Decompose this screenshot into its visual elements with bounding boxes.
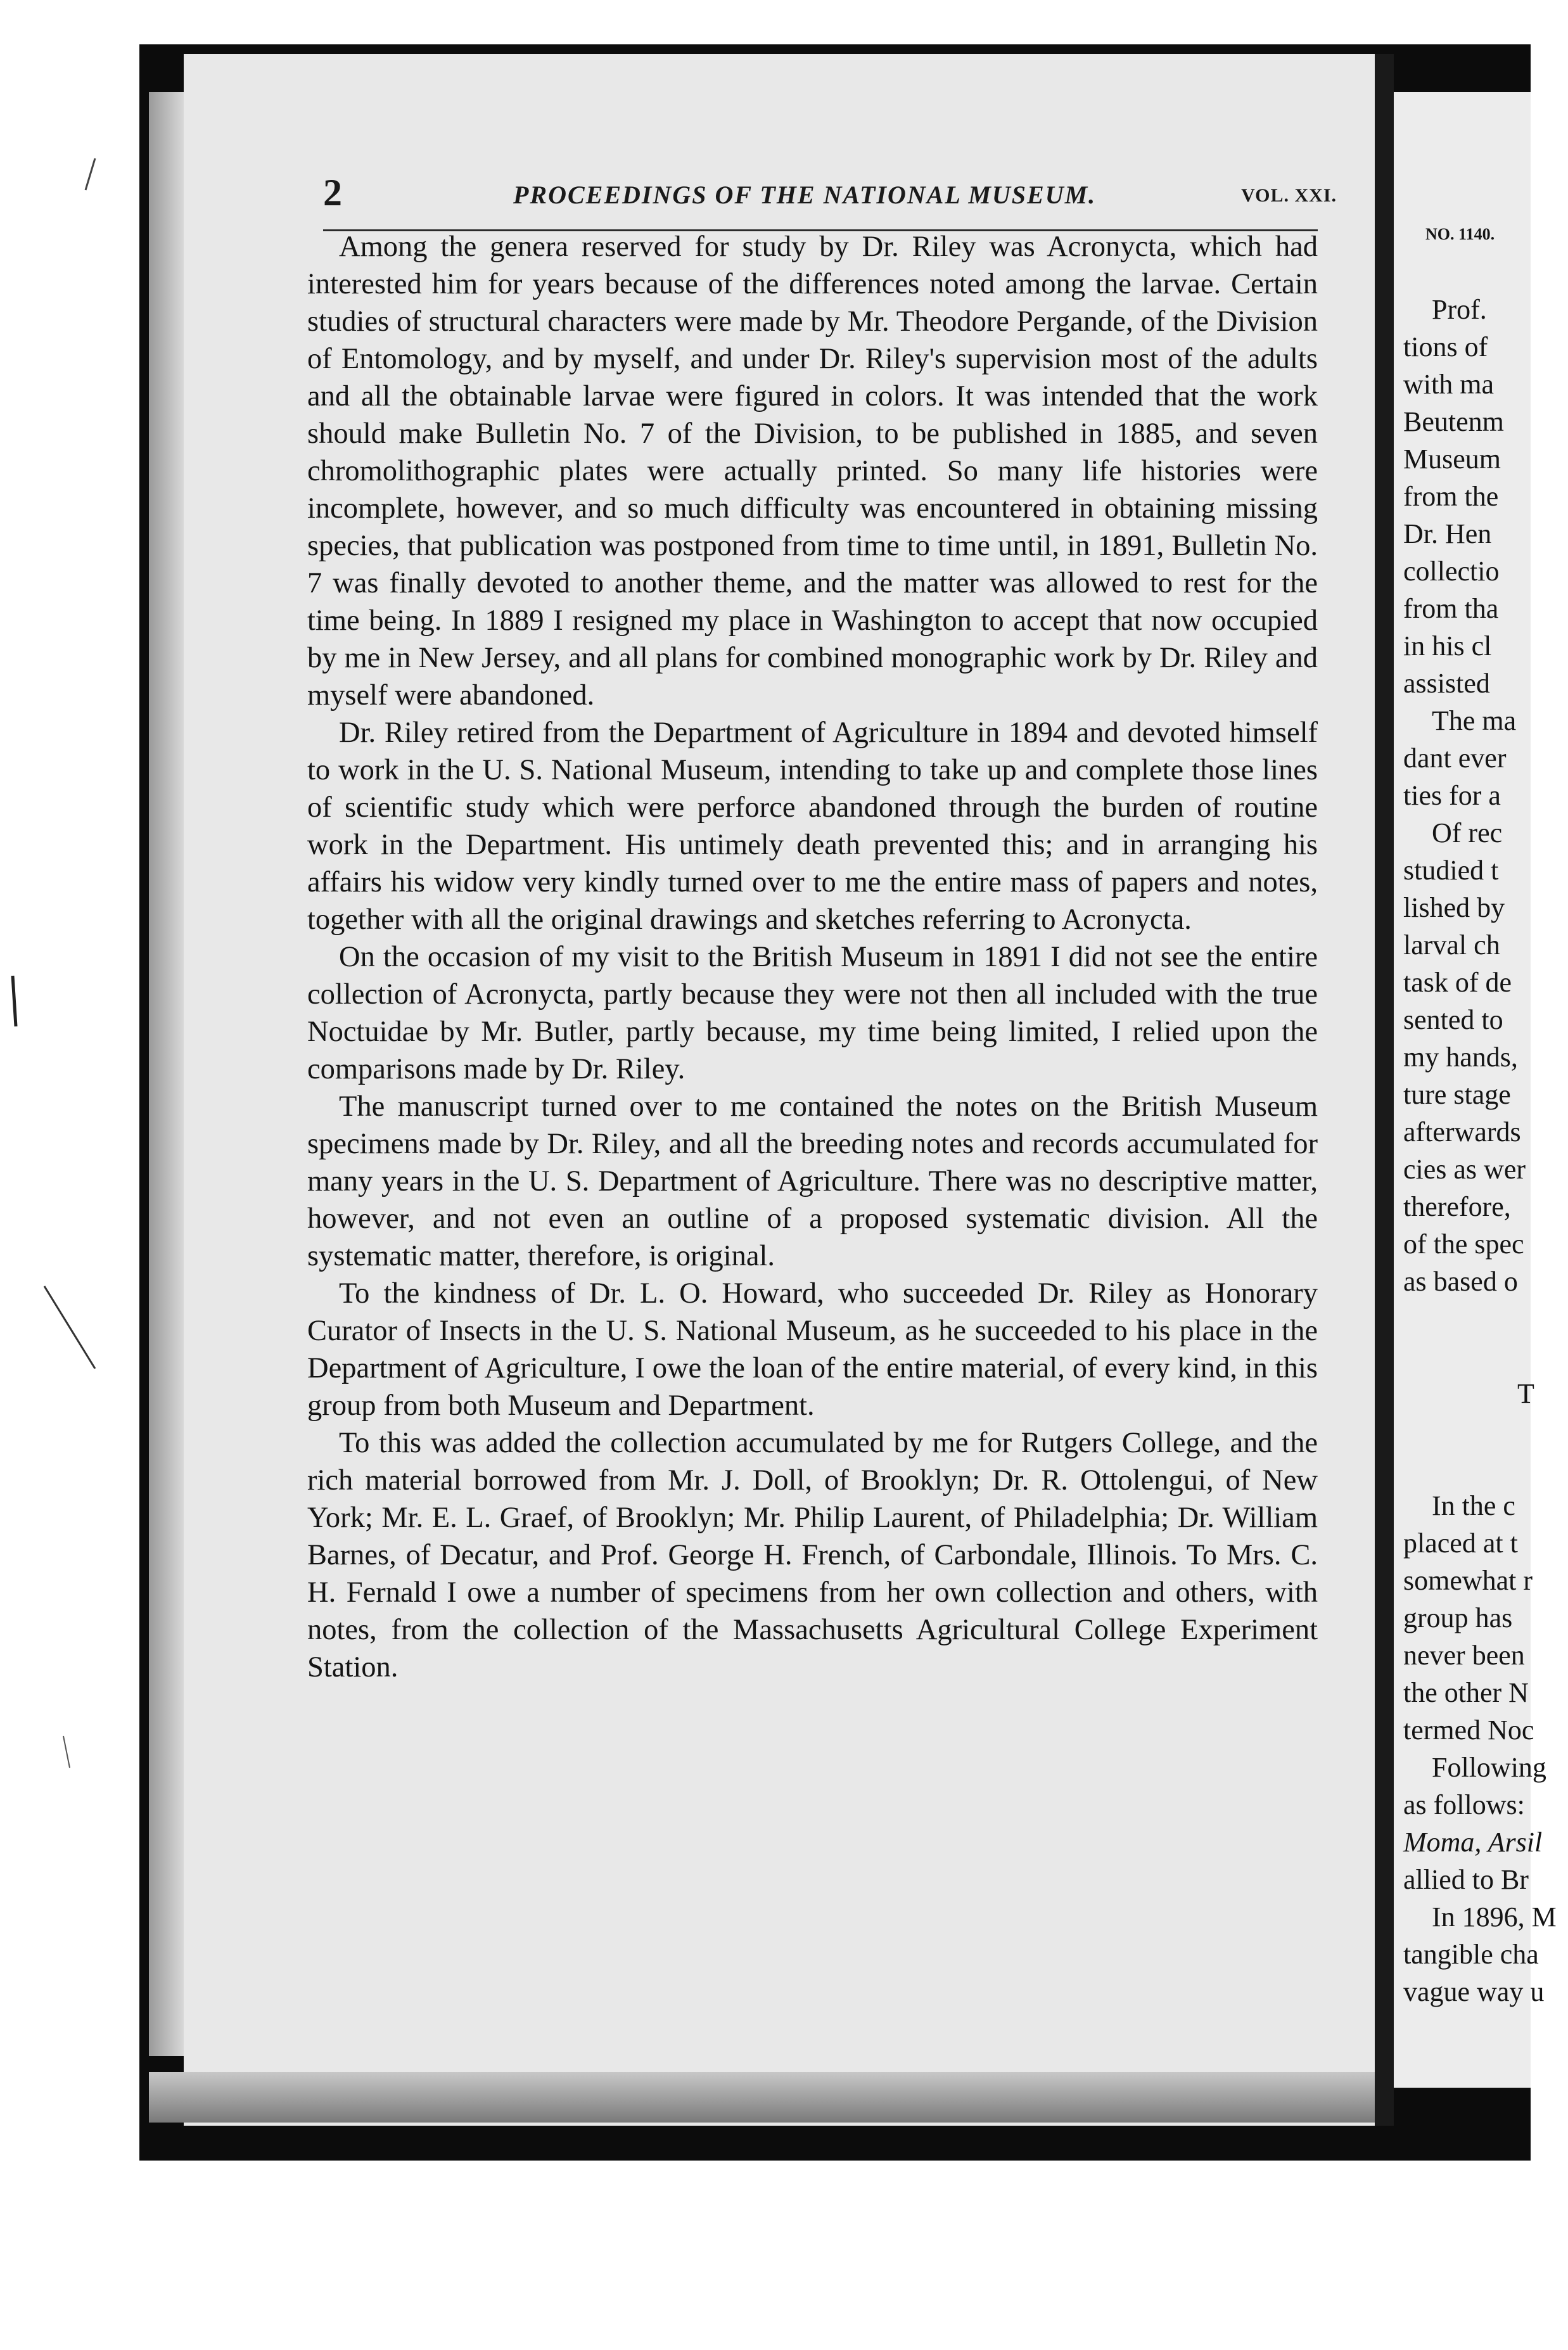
- section-gap: [1403, 1300, 1568, 1375]
- right-line: dant ever: [1403, 743, 1507, 774]
- right-line: In the c: [1432, 1490, 1515, 1521]
- right-line: Beutenm: [1403, 406, 1504, 437]
- right-line: Of rec: [1432, 817, 1503, 848]
- right-line: larval ch: [1403, 929, 1500, 961]
- paragraph-1: Among the genera reserved for study by Dr. Riley was Acronycta, which had interested him for years because of the differences noted among the larvae. Certain studies of structural characters were made by Mr. Theodore Pergande, of the Division of Entomology, and by myself, and under Dr. Riley's supervision most of the adults and all the obtainable larvae were figured in colors. It was intended that the work should make Bulletin No. 7 of the Division, to be published in 1885, and seven chromolithographic plates were actually printed. So many life histories were incomplete, however, and so much difficulty was encountered in obtaining missing species, that publication was postponed from time to time until, in 1891, Bulletin No. 7 was finally devoted to another theme, and the matter was allowed to rest for the time being. In 1889 I resigned my place in Washington to accept that now occupied by me in New Jersey, and all plans for combined monographic work by Dr. Riley and myself were abandoned.: [307, 231, 1318, 712]
- section-gap: [1403, 1412, 1568, 1487]
- paragraph-6: To this was added the collection accumulated by me for Rutgers College, and the rich material borrowed from Mr. J. Doll, of Brooklyn; Dr. R. Ottolengui, of New York; Mr. E. L. Graef, of Brooklyn; Mr. Philip Laurent, of Philadelphia; Dr. William Barnes, of Decatur, and Prof. George H. French, of Carbondale, Illinois. To Mrs. C. H. Fernald I owe a number of specimens from her own collection and others, with notes, from the collection of the Massachusetts Agricultural College Experiment Station.: [307, 1427, 1318, 1683]
- right-line: studied t: [1403, 855, 1499, 886]
- right-line: the other N: [1403, 1677, 1529, 1708]
- right-line: ties for a: [1403, 780, 1501, 811]
- scan-artifacts: [0, 0, 158, 2347]
- right-line: collectio: [1403, 556, 1500, 587]
- paragraph-5: To the kindness of Dr. L. O. Howard, who succeeded Dr. Riley as Honorary Curator of Insects in the U. S. National Museum, as he succeeded to his place in the Department of Agriculture, I owe the loan of the entire material, of every kind, in this group from both Museum and Department.: [307, 1277, 1318, 1422]
- margin-marks: [0, 0, 158, 2347]
- right-line: In 1896, M: [1432, 1901, 1557, 1932]
- paragraph-4: The manuscript turned over to me contained the notes on the British Museum specimens made by Dr. Riley, and all the breeding notes and records accumulated for many years in the U. S. Department of Agriculture. There was no descriptive matter, however, and not even an outline of a proposed systematic division. All the systematic matter, therefore, is original.: [307, 1090, 1318, 1272]
- right-line: ture stage: [1403, 1079, 1511, 1110]
- page-edge-shadow: [149, 2072, 1375, 2123]
- right-line: placed at t: [1403, 1528, 1518, 1559]
- paragraph-2: Dr. Riley retired from the Department of Agriculture in 1894 and devoted himself to work in the U. S. National Museum, intending to take up and complete those lines of scientific study which were perforce abandoned through the burden of routine work in the Department. His untimely death prevented this; and in arranging his affairs his widow very kindly turned over to me the entire mass of papers and notes, together with all the original drawings and sketches referring to Acronycta.: [307, 717, 1318, 936]
- right-page-header: NO. 1140.: [1425, 225, 1495, 243]
- body-text: [307, 228, 1318, 1686]
- right-line: Dr. Hen: [1403, 518, 1492, 549]
- right-line: tangible cha: [1403, 1939, 1539, 1970]
- volume-label: VOL. XXI.: [1241, 185, 1337, 206]
- right-line: as based o: [1403, 1266, 1518, 1297]
- right-line: vague way u: [1403, 1976, 1545, 2007]
- right-line: termed Noc: [1403, 1715, 1534, 1746]
- page-number: 2: [323, 172, 342, 214]
- right-line: from tha: [1403, 593, 1499, 624]
- right-line: The ma: [1432, 705, 1517, 736]
- right-line: of the spec: [1403, 1229, 1524, 1260]
- right-line: T: [1517, 1378, 1534, 1409]
- right-line: as follows:: [1403, 1789, 1525, 1820]
- right-line: never been: [1403, 1640, 1525, 1671]
- right-line: lished by: [1403, 892, 1505, 923]
- running-head: [323, 171, 1337, 215]
- paragraph-3: On the occasion of my visit to the British Museum in 1891 I did not see the entire collection of Acronycta, partly because they were not then all included with the true Noctuidae by Mr. Butler, partly because, my time being limited, I relied upon the comparisons made by Dr. Riley.: [307, 941, 1318, 1085]
- book-gutter: [1375, 54, 1394, 2126]
- right-line: afterwards: [1403, 1116, 1521, 1147]
- right-line: task of de: [1403, 967, 1512, 998]
- right-line: Prof.: [1432, 294, 1487, 325]
- right-line: cies as wer: [1403, 1154, 1526, 1185]
- right-line: allied to Br: [1403, 1864, 1529, 1895]
- right-page-text: [1403, 215, 1568, 2010]
- journal-title: PROCEEDINGS OF THE NATIONAL MUSEUM.: [513, 181, 1097, 209]
- right-line: therefore,: [1403, 1191, 1511, 1222]
- right-line: Museum: [1403, 444, 1501, 475]
- right-line: sented to: [1403, 1004, 1503, 1035]
- right-line: Moma, Arsil: [1403, 1827, 1543, 1858]
- right-line: somewhat r: [1403, 1565, 1533, 1596]
- right-line: group has: [1403, 1602, 1513, 1633]
- right-line: from the: [1403, 481, 1499, 512]
- right-line: my hands,: [1403, 1042, 1518, 1073]
- right-line: in his cl: [1403, 630, 1492, 661]
- right-line: assisted: [1403, 668, 1490, 699]
- right-line: tions of: [1403, 331, 1488, 362]
- right-line: with ma: [1403, 369, 1494, 400]
- right-line: Following: [1432, 1752, 1546, 1783]
